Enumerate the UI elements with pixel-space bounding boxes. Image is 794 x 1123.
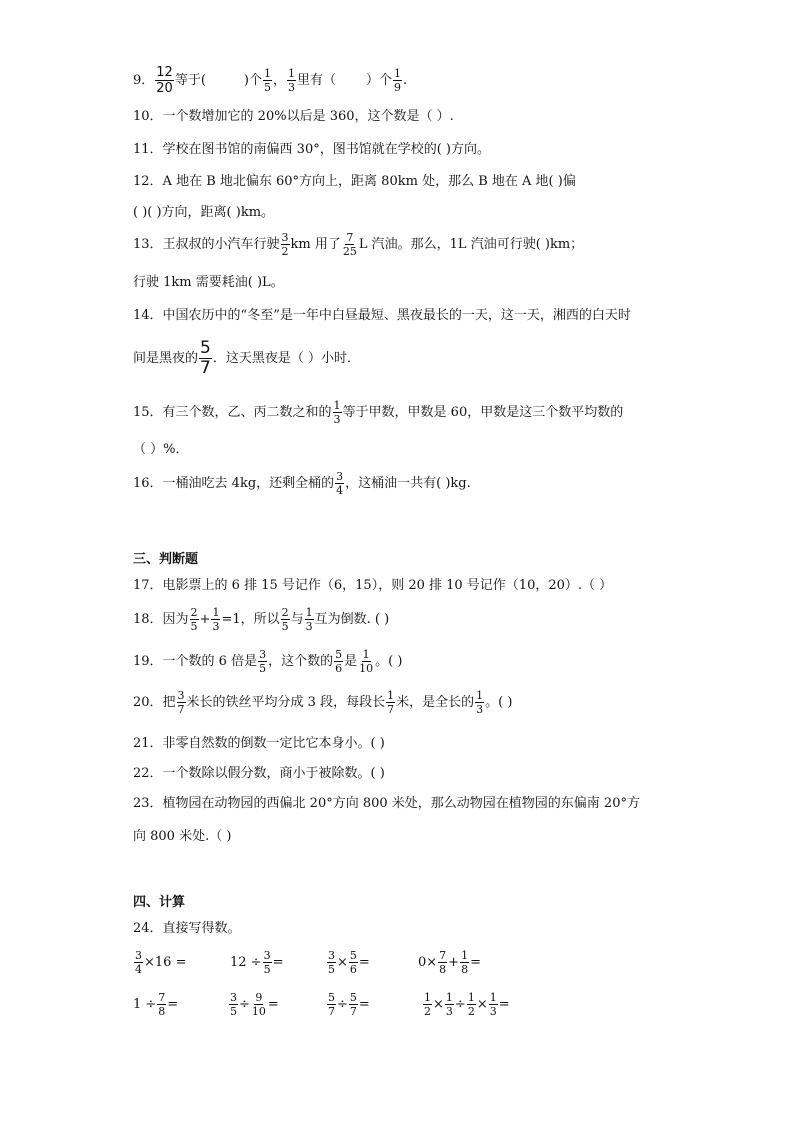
fraction [349,992,358,1017]
denominator: 8 [158,1005,166,1018]
numerator: 3 [259,648,267,661]
denominator: 2 [281,245,289,258]
operator: × [337,955,348,970]
denominator: 25 [342,245,357,258]
question-16 [133,471,471,496]
fraction [134,950,143,975]
fraction [327,992,336,1017]
calc-item [418,950,481,975]
operator: × [476,997,488,1012]
numerator: 3 [328,949,335,962]
fraction [445,992,454,1017]
numerator: 2 [281,606,289,619]
numerator: 1 [489,991,497,1004]
fraction [211,607,220,632]
fraction [190,607,199,632]
denominator: 5 [190,620,198,633]
question-10: 10．一个数增加它的 20%以后是 360，这个数是（ ）. [133,109,454,124]
expression-text: = [358,997,370,1012]
question-text: ，这个数的 [268,654,334,669]
denominator: 3 [333,413,341,426]
section-heading-calculation: 四、计算 [133,895,186,910]
numerator: 5 [328,991,335,1004]
question-19 [133,649,402,674]
fraction [489,992,498,1017]
fraction [342,232,358,257]
calc-item [230,950,283,975]
denominator: 10 [251,1005,266,1018]
question-text: 是 [344,654,358,669]
denominator: 4 [336,484,344,497]
expression-text: = [498,997,510,1012]
calc-item [133,950,186,975]
question-text: 与 [290,612,304,627]
numerator: 1 [394,67,402,80]
expression-text: = [267,997,279,1012]
fraction [263,68,272,93]
denominator: 7 [387,703,395,716]
numerator: 1 [362,648,370,661]
question-17: 17．电影票上的 6 排 15 号记作（6，15），则 20 排 10 号记作（10，20）.（ ） [133,578,613,593]
question-text: 等于甲数，甲数是 60，甲数是这三个数平均数的 [342,405,624,420]
fraction [305,607,314,632]
denominator: 20 [156,81,173,96]
expression-text: = [167,997,179,1012]
fraction [155,66,174,95]
fraction [335,471,344,496]
operator: × [433,997,444,1012]
numerator: 1 [424,991,431,1004]
question-13-line-2: 行驶 1km 需要耗油( )L。 [133,275,284,290]
expression-text: 12 ÷ [230,955,262,970]
calc-item [326,950,370,975]
fraction [475,690,484,715]
denominator: 6 [335,662,343,675]
numerator: 3 [336,470,344,483]
fraction [263,950,272,975]
denominator: 3 [476,703,484,716]
question-text: 16．一桶油吃去 4kg，还剩全桶的 [133,476,335,491]
question-21: 21．非零自然数的倒数一定比它本身小。( ) [133,736,385,751]
denominator: 3 [445,1005,453,1018]
question-text: L 汽油。那么，1L 汽油可行驶( )km； [358,237,584,252]
denominator: 5 [230,1005,237,1018]
section-heading-judgement: 三、判断题 [133,552,199,567]
question-24: 24．直接写得数。 [133,921,241,936]
operator: ÷ [454,997,466,1012]
question-text: ， [272,73,286,88]
operator: ÷ [239,997,250,1012]
question-text: 米，是全长的 [396,695,475,710]
expression-text: = [470,955,481,970]
question-text: 19．一个数的 6 倍是 [133,654,258,669]
fraction [386,690,395,715]
question-text: 15．有三个数，乙、丙二数之和的 [133,405,332,420]
question-13 [133,232,583,257]
calc-item [228,992,279,1017]
fraction [177,690,186,715]
numerator: 7 [346,231,354,244]
question-text: 13．王叔叔的小汽车行驶 [133,237,280,252]
numerator: 1 [461,949,469,962]
question-text: =1，所以 [221,612,280,627]
question-22: 22．一个数除以假分数，商小于被除数。( ) [133,766,385,781]
question-text: . [403,73,408,88]
denominator: 2 [424,1005,431,1018]
denominator: 9 [394,81,402,94]
question-15 [133,400,623,425]
expression-text: = [272,955,284,970]
calc-item [133,992,178,1017]
numerator: 2 [190,606,198,619]
operator: ÷ [337,997,348,1012]
question-20 [133,690,512,715]
denominator: 7 [177,703,185,716]
denominator: 2 [467,1005,475,1018]
numerator: 3 [177,689,185,702]
numerator: 1 [476,689,484,702]
numerator: 5 [349,991,357,1004]
question-text: 互为倒数. ( ) [314,612,390,627]
denominator: 7 [328,1005,335,1018]
fraction [281,607,290,632]
question-text: ．这天黑夜是（ ）小时． [212,351,360,366]
expression-text: 1 ÷ [133,997,157,1012]
question-14-line-1: 14．中国农历中的“冬至”是一年中白昼最短、黑夜最长的一天，这一天，湘西的白天时 [133,308,631,323]
question-text: 。( ) [485,695,513,710]
question-23-line-1: 23．植物园在动物园的西偏北 20°方向 800 米处，那么动物园在植物园的东偏南 20°方 [133,796,640,811]
denominator: 5 [328,963,335,976]
question-12-line-1: 12．A 地在 B 地北偏东 60°方向上，距离 80km 处，那么 B 地在 A 地( )偏 [133,174,576,189]
fraction [251,992,267,1017]
numerator: 1 [288,67,295,80]
fraction [281,232,290,257]
calc-item [422,992,510,1017]
numerator: 12 [156,65,173,80]
question-18 [133,607,389,632]
question-text: 等于( [174,73,206,88]
question-text: 米长的铁丝平均分成 3 段，每段长 [186,695,386,710]
denominator: 3 [212,620,220,633]
numerator: 3 [263,949,271,962]
denominator: 7 [200,358,211,378]
denominator: 8 [461,963,469,976]
operator: + [199,612,211,627]
numerator: 5 [200,338,211,358]
expression-text: ×16 = [144,955,187,970]
denominator: 3 [489,1005,497,1018]
numerator: 7 [439,949,447,962]
expression-text: 0× [418,955,438,970]
question-text: 里有（ [297,73,337,88]
numerator: 1 [263,67,271,80]
question-12-line-2: ( )( )方向，距离( )km。 [133,205,275,220]
denominator: 8 [439,963,447,976]
question-14-line-2 [133,340,360,377]
denominator: 5 [281,620,289,633]
question-text: km 用了 [290,237,341,252]
fraction [334,649,343,674]
calc-item [326,992,370,1017]
numerator: 3 [230,991,237,1004]
numerator: 3 [281,231,289,244]
denominator: 5 [259,662,267,675]
fraction [333,400,342,425]
numerator: 9 [255,991,263,1004]
numerator: 5 [335,648,343,661]
numerator: 1 [467,991,475,1004]
question-23-line-2: 向 800 米处.（ ) [133,829,232,844]
fraction [393,68,402,93]
fraction [258,649,267,674]
question-15-line-2: （ ）%． [133,442,189,457]
numerator: 7 [158,991,166,1004]
question-text: 间是黑夜的 [133,351,199,366]
expression-text: = [358,955,370,970]
fraction [229,992,238,1017]
numerator: 3 [135,949,142,962]
fraction [327,950,336,975]
numerator: 1 [305,606,313,619]
operator: + [448,955,460,970]
fraction [287,68,296,93]
fraction [438,950,447,975]
fraction [460,950,469,975]
denominator: 5 [263,81,271,94]
question-text: 。( ) [375,654,403,669]
denominator: 3 [305,620,313,633]
numerator: 1 [445,991,453,1004]
fraction [467,992,476,1017]
question-text: 18．因为 [133,612,189,627]
fraction [423,992,432,1017]
question-text: )个 [243,73,262,88]
question-text: ）个 [366,73,393,88]
question-text: ，这桶油一共有( )kg. [345,476,471,491]
fraction [358,649,374,674]
fraction [349,950,358,975]
numerator: 1 [387,689,395,702]
denominator: 5 [263,963,271,976]
numerator: 1 [212,606,220,619]
denominator: 10 [359,662,374,675]
fraction [199,340,212,377]
denominator: 6 [349,963,357,976]
denominator: 4 [135,963,142,976]
question-text: 20．把 [133,695,176,710]
question-number: 9． [133,73,155,88]
denominator: 7 [349,1005,357,1018]
question-11: 11．学校在图书馆的南偏西 30°，图书馆就在学校的( )方向。 [133,142,490,157]
fraction [157,992,166,1017]
numerator: 5 [349,949,357,962]
denominator: 3 [288,81,295,94]
numerator: 1 [333,399,341,412]
question-9 [133,66,407,95]
